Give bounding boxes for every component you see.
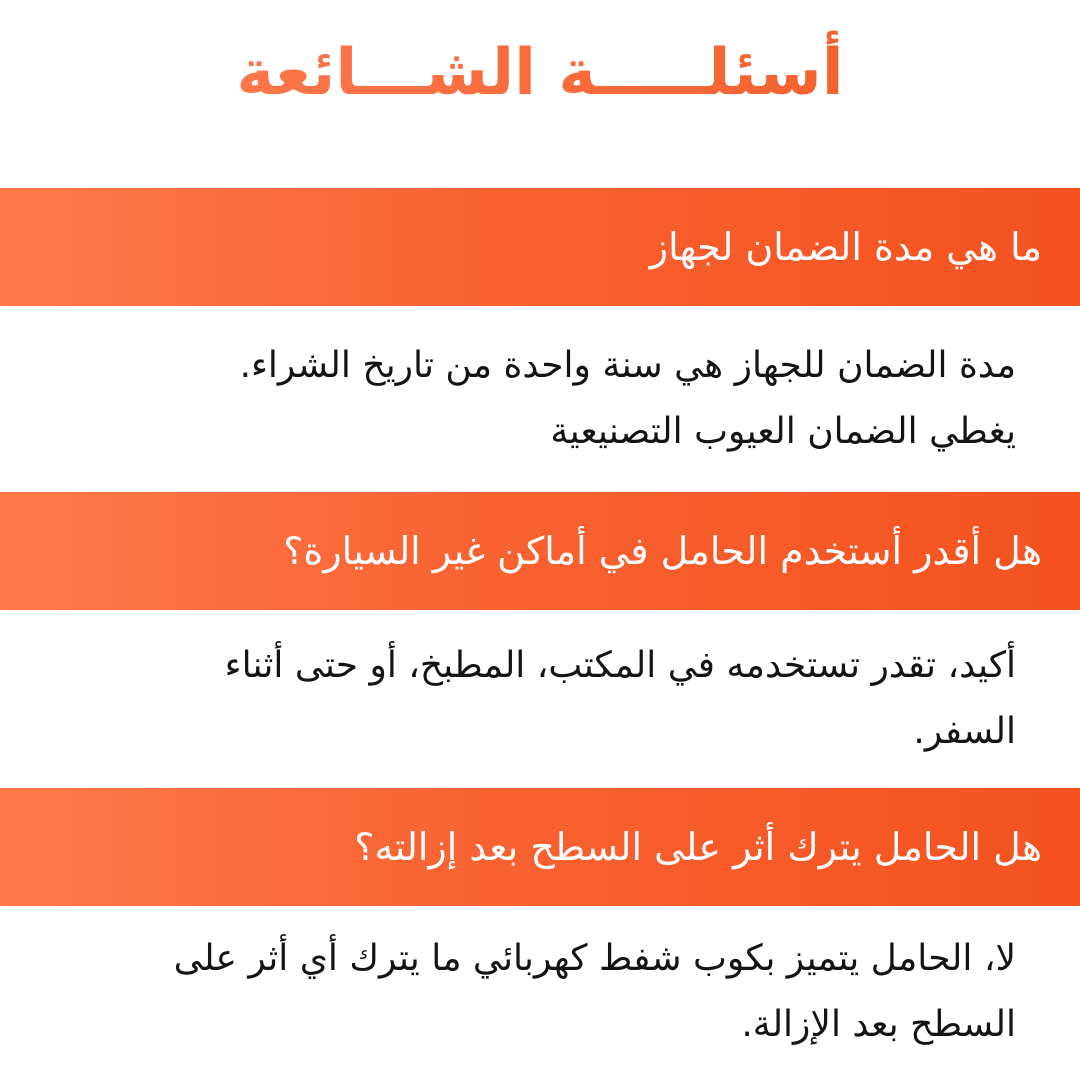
question-text: هل أقدر أستخدم الحامل في أماكن غير السيارة؟ [283, 529, 1042, 573]
answer-line: السطح بعد الإزالة. [741, 1003, 1016, 1045]
answer-block [0, 610, 1080, 788]
answer-line: السفر. [913, 711, 1016, 752]
question-bar [0, 788, 1080, 906]
faq-item [0, 788, 1080, 1077]
question-bar [0, 492, 1080, 610]
question-bar [0, 188, 1080, 306]
page-title: أسئلـــــة الشـــائعة [0, 28, 1080, 118]
faq-item [0, 188, 1080, 492]
answer-line: مدة الضمان للجهاز هي سنة واحدة من تاريخ الشراء. [239, 345, 1016, 386]
answer-text [60, 633, 1016, 765]
faq-item [0, 492, 1080, 788]
question-text: هل الحامل يترك أثر على السطح بعد إزالته؟ [354, 825, 1042, 869]
faq-list [0, 188, 1080, 1077]
answer-text [60, 926, 1016, 1058]
answer-line: يغطي الضمان العيوب التصنيعية [550, 411, 1016, 452]
answer-line: لا، الحامل يتميز بكوب شفط كهربائي ما يترك أي أثر على [173, 937, 1016, 979]
answer-block [0, 306, 1080, 492]
answer-text [60, 333, 1016, 465]
question-text: ما هي مدة الضمان لجهاز [649, 225, 1042, 269]
answer-block [0, 906, 1080, 1077]
answer-line: أكيد، تقدر تستخدمه في المكتب، المطبخ، أو حتى أثناء [224, 645, 1016, 686]
